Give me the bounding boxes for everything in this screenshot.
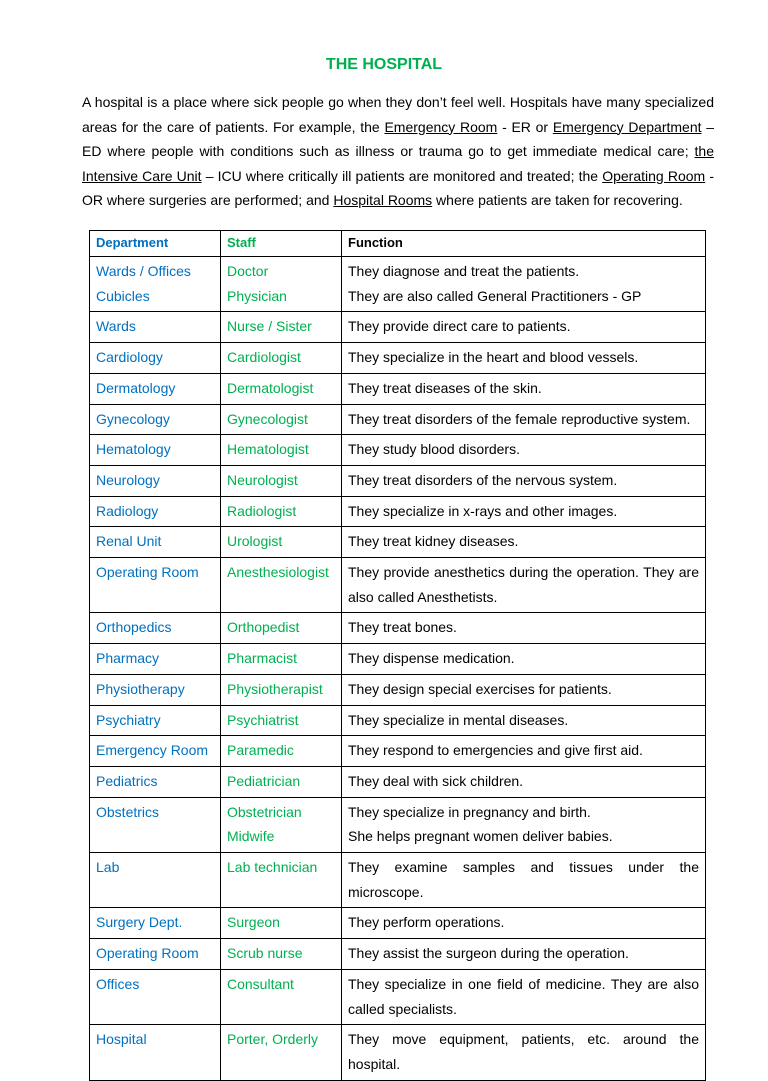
function-cell	[342, 465, 706, 496]
department-cell	[90, 674, 221, 705]
staff-cell-text: Pharmacist	[227, 650, 298, 667]
function-cell-text: She helps pregnant women deliver babies.	[348, 828, 613, 845]
staff-cell	[221, 257, 342, 312]
function-cell-text: They treat kidney diseases.	[348, 533, 519, 550]
table-row	[90, 613, 706, 644]
staff-cell	[221, 1025, 342, 1080]
table-row	[90, 435, 706, 466]
staff-cell-text: Consultant	[227, 975, 294, 992]
staff-cell-text: Pediatrician	[227, 772, 301, 789]
staff-cell-text: Gynecologist	[227, 410, 308, 427]
table-body	[90, 257, 706, 1081]
function-cell	[342, 558, 706, 613]
staff-cell-text: Doctor	[227, 263, 269, 279]
table-row	[90, 558, 706, 613]
department-cell	[90, 496, 221, 527]
intro-text: – ICU where critically ill patients are monitored and treated; the	[201, 167, 603, 184]
function-cell	[342, 969, 706, 1024]
function-cell-text: They provide anesthetics during the operation. They are also called Anesthetists.	[348, 564, 699, 605]
staff-cell	[221, 558, 342, 613]
table-row	[90, 969, 706, 1024]
staff-cell	[221, 343, 342, 374]
department-cell-text: Orthopedics	[96, 619, 172, 636]
staff-cell	[221, 613, 342, 644]
staff-cell-text: Hematologist	[227, 441, 309, 458]
term-emergency-department: Emergency Department	[552, 118, 702, 135]
department-cell-text: Surgery Dept.	[96, 914, 183, 931]
staff-cell	[221, 766, 342, 797]
function-cell-text: They are also called General Practitioners - GP	[348, 287, 642, 304]
table-row	[90, 404, 706, 435]
staff-cell-text: Porter, Orderly	[227, 1031, 319, 1048]
function-cell-text: They treat diseases of the skin.	[348, 379, 542, 396]
staff-cell	[221, 465, 342, 496]
staff-cell-text: Midwife	[227, 828, 275, 845]
department-cell-text: Dermatology	[96, 379, 176, 396]
function-cell	[342, 644, 706, 675]
department-cell	[90, 644, 221, 675]
table-row	[90, 644, 706, 675]
department-cell	[90, 613, 221, 644]
intro-text: where patients are taken for recovering.	[432, 192, 683, 208]
staff-cell	[221, 736, 342, 767]
staff-cell-text: Anesthesiologist	[227, 564, 329, 581]
table-row	[90, 257, 706, 312]
function-cell-text: They assist the surgeon during the operation.	[348, 945, 629, 962]
staff-cell-text: Surgeon	[227, 914, 280, 931]
table-row	[90, 908, 706, 939]
department-cell-text: Cardiology	[96, 349, 163, 366]
function-cell-text: They provide direct care to patients.	[348, 318, 571, 335]
function-cell-text: They design special exercises for patients.	[348, 680, 612, 697]
page-title: THE HOSPITAL	[325, 56, 443, 73]
function-cell	[342, 908, 706, 939]
header-function: Function	[342, 231, 706, 257]
table-row	[90, 766, 706, 797]
staff-cell	[221, 312, 342, 343]
department-cell-text: Hospital	[96, 1031, 147, 1048]
department-cell	[90, 465, 221, 496]
staff-cell-text: Radiologist	[227, 502, 297, 519]
function-cell-text: They specialize in the heart and blood vessels.	[348, 349, 639, 366]
department-cell-text: Lab	[96, 859, 120, 876]
staff-cell	[221, 853, 342, 908]
staff-cell	[221, 797, 342, 852]
function-cell	[342, 939, 706, 970]
department-cell	[90, 939, 221, 970]
table-row	[90, 853, 706, 908]
department-cell-text: Emergency Room	[96, 742, 209, 759]
function-cell	[342, 674, 706, 705]
department-cell	[90, 1025, 221, 1080]
staff-cell-text: Physician	[227, 287, 287, 304]
intro-text: A hospital is a place where sick people go when they don’t feel well. Hospitals have many specialized areas for the care of patients. For example, the	[82, 94, 714, 135]
function-cell-text: They specialize in one field of medicine. They are also called specialists.	[348, 975, 699, 1017]
function-cell	[342, 373, 706, 404]
function-cell	[342, 312, 706, 343]
department-cell	[90, 969, 221, 1024]
department-cell-text: Physiotherapy	[96, 680, 185, 697]
function-cell-text: They perform operations.	[348, 914, 505, 931]
table-row	[90, 343, 706, 374]
staff-cell	[221, 939, 342, 970]
staff-cell-text: Psychiatrist	[227, 711, 299, 728]
department-cell-text: Psychiatry	[96, 711, 161, 728]
department-cell	[90, 558, 221, 613]
department-cell	[90, 435, 221, 466]
department-cell	[90, 705, 221, 736]
term-emergency-room: Emergency Room	[384, 118, 498, 135]
function-cell	[342, 736, 706, 767]
table-row	[90, 939, 706, 970]
function-cell-text: They treat disorders of the female reproductive system.	[348, 410, 691, 427]
term-intensive-care-unit: the Intensive Care Unit	[82, 143, 714, 184]
hospital-staff-table	[89, 230, 706, 1081]
department-cell	[90, 736, 221, 767]
intro-paragraph	[82, 90, 714, 213]
department-cell-text: Offices	[96, 975, 140, 992]
table-row	[90, 373, 706, 404]
staff-cell-text: Dermatologist	[227, 379, 314, 396]
function-cell-text: They specialize in x-rays and other images.	[348, 502, 618, 519]
function-cell	[342, 257, 706, 312]
department-cell	[90, 343, 221, 374]
term-hospital-rooms: Hospital Rooms	[333, 192, 433, 208]
table-row	[90, 1025, 706, 1080]
staff-cell	[221, 644, 342, 675]
staff-cell-text: Nurse / Sister	[227, 318, 312, 335]
staff-cell-text: Obstetrician	[227, 803, 302, 820]
department-cell-text: Wards	[96, 318, 136, 335]
function-cell-text: They diagnose and treat the patients.	[348, 263, 580, 279]
department-cell-text: Renal Unit	[96, 533, 162, 550]
staff-cell-text: Lab technician	[227, 859, 318, 876]
function-cell	[342, 343, 706, 374]
intro-text: - ER or	[497, 118, 553, 135]
table-row	[90, 705, 706, 736]
table-header-row	[90, 231, 706, 257]
function-cell-text: They study blood disorders.	[348, 441, 520, 458]
department-cell-text: Hematology	[96, 441, 171, 458]
header-department: Department	[90, 231, 221, 257]
table-row	[90, 312, 706, 343]
function-cell	[342, 435, 706, 466]
department-cell-text: Cubicles	[96, 287, 150, 304]
function-cell	[342, 705, 706, 736]
staff-cell	[221, 969, 342, 1024]
staff-cell	[221, 527, 342, 558]
function-cell	[342, 766, 706, 797]
department-cell-text: Neurology	[96, 471, 160, 488]
department-cell	[90, 373, 221, 404]
staff-cell-text: Neurologist	[227, 471, 298, 488]
department-cell	[90, 766, 221, 797]
function-cell	[342, 613, 706, 644]
table-row	[90, 496, 706, 527]
department-cell-text: Obstetrics	[96, 803, 160, 820]
department-cell-text: Pediatrics	[96, 772, 158, 789]
staff-cell	[221, 496, 342, 527]
table-row	[90, 527, 706, 558]
table-row	[90, 797, 706, 852]
department-cell	[90, 797, 221, 852]
department-cell-text: Operating Room	[96, 564, 199, 581]
intro-text: – ED where people with conditions such as illness or trauma go to get immediate medical care;	[82, 118, 715, 159]
department-cell-text: Gynecology	[96, 410, 170, 427]
term-operating-room: Operating Room	[602, 167, 706, 184]
header-staff: Staff	[221, 231, 342, 257]
table-row	[90, 465, 706, 496]
function-cell-text: They specialize in mental diseases.	[348, 711, 569, 728]
department-cell-text: Radiology	[96, 502, 159, 519]
department-cell	[90, 312, 221, 343]
department-cell	[90, 404, 221, 435]
department-cell-text: Operating Room	[96, 945, 199, 962]
staff-cell	[221, 404, 342, 435]
function-cell-text: They specialize in pregnancy and birth.	[348, 803, 591, 820]
staff-cell-text: Urologist	[227, 533, 283, 550]
function-cell	[342, 404, 706, 435]
staff-cell-text: Physiotherapist	[227, 680, 323, 697]
staff-cell-text: Cardiologist	[227, 349, 301, 366]
department-cell-text: Pharmacy	[96, 650, 160, 667]
intro-text: - OR where surgeries are performed; and	[82, 167, 714, 208]
table-row	[90, 674, 706, 705]
department-cell-text: Wards / Offices	[96, 263, 191, 279]
department-cell	[90, 853, 221, 908]
function-cell	[342, 496, 706, 527]
function-cell-text: They move equipment, patients, etc. around the hospital.	[348, 1031, 699, 1072]
function-cell-text: They deal with sick children.	[348, 772, 524, 789]
function-cell-text: They treat bones.	[348, 619, 457, 636]
staff-cell	[221, 674, 342, 705]
staff-cell-text: Scrub nurse	[227, 945, 303, 962]
staff-cell	[221, 435, 342, 466]
department-cell	[90, 908, 221, 939]
function-cell	[342, 853, 706, 908]
staff-cell	[221, 908, 342, 939]
function-cell-text: They treat disorders of the nervous system.	[348, 471, 618, 488]
staff-cell	[221, 373, 342, 404]
table-row	[90, 736, 706, 767]
function-cell	[342, 527, 706, 558]
staff-cell-text: Orthopedist	[227, 619, 300, 636]
function-cell-text: They examine samples and tissues under the microscope.	[348, 859, 699, 900]
function-cell	[342, 1025, 706, 1080]
staff-cell-text: Paramedic	[227, 742, 294, 759]
department-cell	[90, 257, 221, 312]
function-cell-text: They respond to emergencies and give first aid.	[348, 742, 643, 759]
function-cell-text: They dispense medication.	[348, 650, 515, 667]
department-cell	[90, 527, 221, 558]
staff-cell	[221, 705, 342, 736]
function-cell	[342, 797, 706, 852]
